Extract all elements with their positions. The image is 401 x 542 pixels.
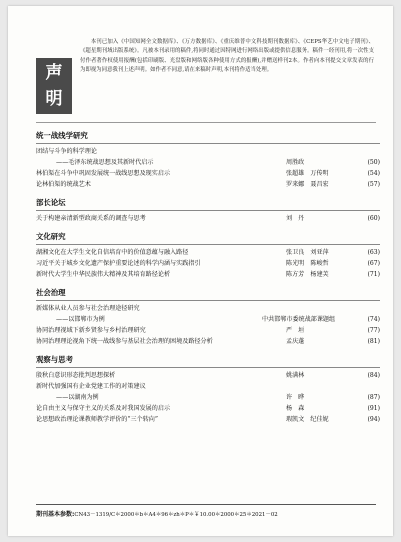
article-author: 姚满林 xyxy=(286,372,305,379)
article-author: 陈光明 陈峻哲 xyxy=(286,260,329,267)
article-title: 论思想政治理论课教师教学评价的“三个转向” xyxy=(36,416,159,423)
toc-entry[interactable] xyxy=(36,392,380,403)
article-author: 陈方芳 杨建芙 xyxy=(286,271,329,278)
table-of-contents xyxy=(36,130,380,432)
toc-entry[interactable] xyxy=(36,213,380,224)
article-page: (94) xyxy=(367,416,380,423)
article-title: 林伯渠在斗争中巩固发展统一战线思想及现实启示 xyxy=(36,170,171,177)
toc-entry[interactable] xyxy=(36,157,380,168)
toc-entry[interactable] xyxy=(36,336,380,347)
article-author: 杨 森 xyxy=(286,405,305,412)
toc-entry[interactable] xyxy=(36,325,380,336)
toc-entry[interactable] xyxy=(36,303,380,314)
article-page: (54) xyxy=(367,170,380,177)
article-title: 论自由主义与保守主义的关系及对我国发展的启示 xyxy=(36,405,171,412)
article-page: (67) xyxy=(367,260,380,267)
article-page: (57) xyxy=(367,181,380,188)
toc-entry[interactable] xyxy=(36,168,380,179)
declaration-text: 本刊已加入《中国知网全文数据库》、《万方数据库》、《重庆维普中文科技期刊数据库》、《CEPS华艺中文电子期刊》、《超星期刊域出版系统》。凡被本刊录用的稿件,将同时通过因特网进行网络出版或提供信息服务。稿件一经刊用,将一次性支付作者著作权使用报酬(包括印刷版、光盘版和网络版各种使用方式的报酬),并赠送样刊2本。作者向本刊提交文章发表的行为即视为同意我刊上述声明。如作者不同意,请在来稿时声明,本刊将作适当处理。 xyxy=(80,39,374,74)
article-title: 新时代大学生中华民族伟大精神及其培育路径论析 xyxy=(36,271,171,278)
section-title: 观察与思考 xyxy=(36,354,380,368)
badge-char-1: 声 xyxy=(45,63,63,83)
article-author: 中共邯郸市委统战部课题组 xyxy=(262,316,336,323)
toc-section xyxy=(36,130,380,190)
article-page: (87) xyxy=(367,394,380,401)
article-page: (81) xyxy=(367,338,380,345)
article-author: 张卫良 刘亚萍 xyxy=(286,249,329,256)
article-title: ——以邯郸市为例 xyxy=(56,316,105,323)
journal-page xyxy=(8,6,393,536)
article-author: 罗来娜 聂昌宏 xyxy=(286,181,329,188)
section-title: 社会治理 xyxy=(36,287,380,301)
toc-entry[interactable] xyxy=(36,414,380,425)
journal-parameters xyxy=(36,510,278,520)
toc-entry[interactable] xyxy=(36,247,380,258)
section-title: 文化研究 xyxy=(36,231,380,245)
toc-section xyxy=(36,197,380,224)
toc-entry[interactable] xyxy=(36,146,380,157)
article-title: 关于构建亲清新型政商关系的调查与思考 xyxy=(36,215,146,222)
article-page: (74) xyxy=(367,316,380,323)
article-author: 刘 丹 xyxy=(286,215,305,222)
article-title: 新时代加强国有企业党建工作的对策建议 xyxy=(36,383,146,390)
article-page: (91) xyxy=(367,405,380,412)
toc-entry[interactable] xyxy=(36,258,380,269)
article-page: (84) xyxy=(367,372,380,379)
article-title: 新媒体从业人员参与社会治理途径研究 xyxy=(36,305,140,312)
toc-entry[interactable] xyxy=(36,370,380,381)
top-divider xyxy=(36,122,376,123)
toc-entry[interactable] xyxy=(36,269,380,280)
article-page: (71) xyxy=(367,271,380,278)
article-title: 协同治理视域下新乡贤参与乡村治理研究 xyxy=(36,327,146,334)
article-title: 论林伯渠的统战艺术 xyxy=(36,181,91,188)
parameters-text: CN43－1319/C＊2000＊b＊A4＊96＊zh＊P＊￥10.00＊2000＊25＊2021－02 xyxy=(74,512,278,518)
toc-entry[interactable] xyxy=(36,403,380,414)
section-title: 统一战线学研究 xyxy=(36,130,380,144)
toc-entry[interactable] xyxy=(36,314,380,325)
article-title: 殷秋白意识形态批判思想探析 xyxy=(36,372,116,379)
toc-entry[interactable] xyxy=(36,179,380,190)
article-page: (77) xyxy=(367,327,380,334)
toc-section xyxy=(36,287,380,347)
toc-section xyxy=(36,231,380,280)
article-author: 瑕凯文 纪佳妮 xyxy=(286,416,329,423)
article-author: 许 晔 xyxy=(286,394,305,401)
article-author: 严 垣 xyxy=(286,327,305,334)
parameters-label: 期刊基本参数: xyxy=(36,511,75,518)
article-author: 孟庆蓬 xyxy=(286,338,305,345)
article-author: 张超雄 万传明 xyxy=(286,170,329,177)
article-author: 周胜政 xyxy=(286,159,305,166)
article-page: (60) xyxy=(367,215,380,222)
article-title: 协同治理理论视角下统一战线参与基层社会治理的困境及路径分析 xyxy=(36,338,213,345)
declaration-badge xyxy=(36,58,72,114)
article-page: (63) xyxy=(367,249,380,256)
toc-section xyxy=(36,354,380,425)
article-page: (50) xyxy=(367,159,380,166)
badge-char-2: 明 xyxy=(45,89,63,109)
declaration-block xyxy=(36,38,376,114)
section-title: 部长论坛 xyxy=(36,197,380,211)
article-title: ——以湖南为例 xyxy=(56,394,99,401)
toc-entry[interactable] xyxy=(36,381,380,392)
article-title: 湖湘文化在大学生文化自信培育中的价值意蕴与融入路径 xyxy=(36,249,189,256)
article-title: ——毛泽东统战思想及其新时代启示 xyxy=(56,159,154,166)
bottom-divider xyxy=(36,504,376,505)
article-title: 习近平关于城乡文化遗产保护重要论述的科学内涵与实践指引 xyxy=(36,260,201,267)
article-title: 团结与斗争的科学理论 xyxy=(36,148,97,155)
